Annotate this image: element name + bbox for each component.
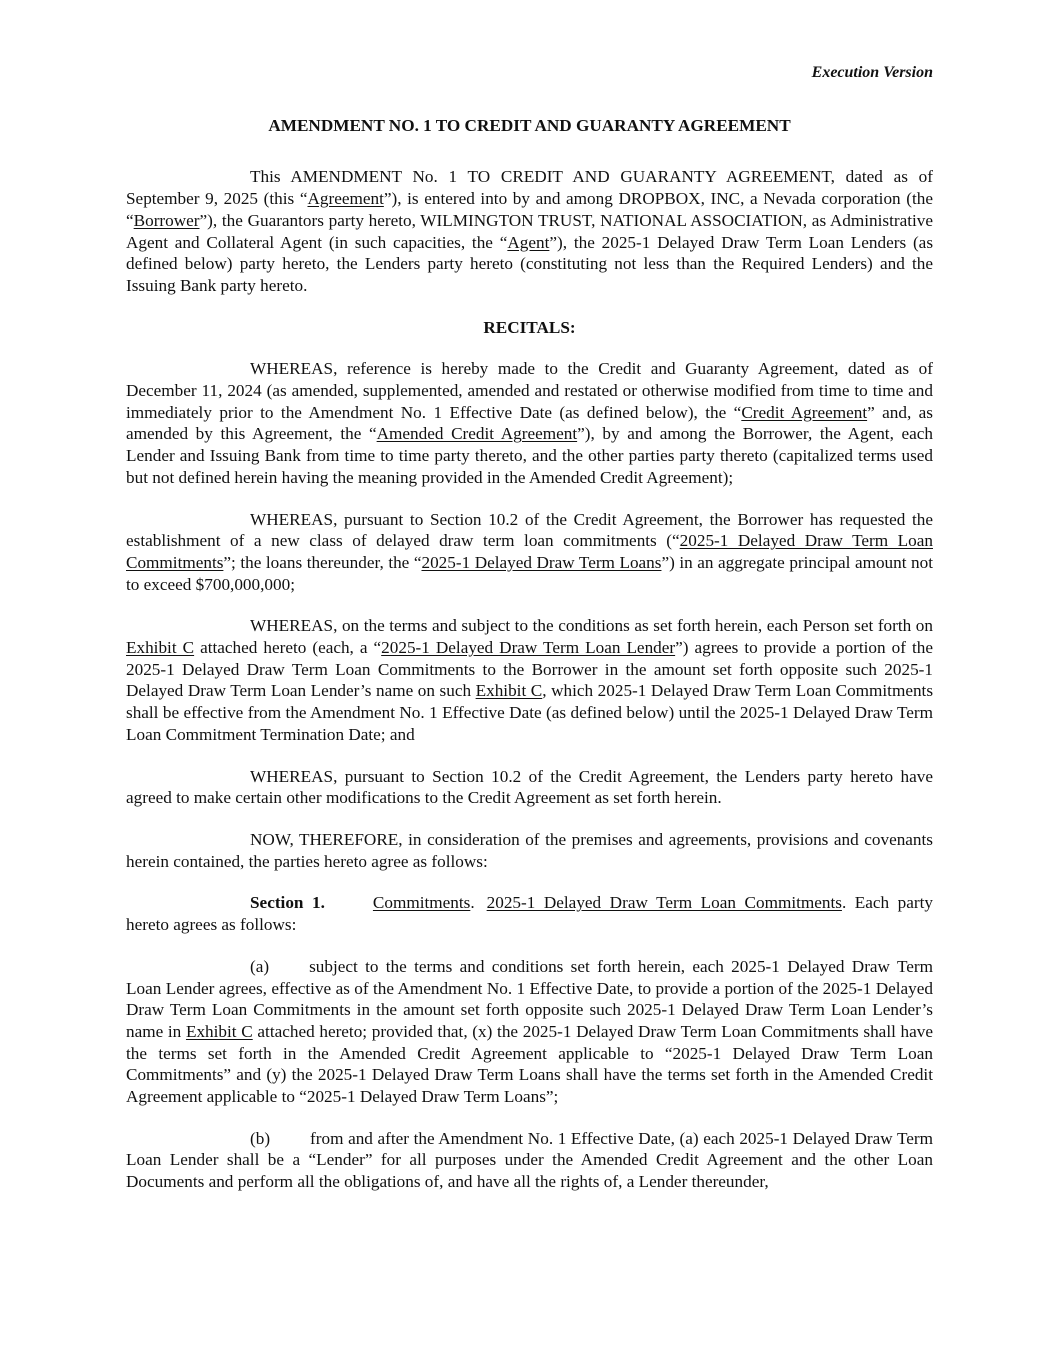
intro-paragraph: This AMENDMENT No. 1 TO CREDIT AND GUARANTY AGREEMENT, dated as of September 9, 2025 (this “Agreement”), is entered into by and among DROPBOX, INC, a Nevada corporation (the “Borrower”), the Guarantors party hereto, WILMINGTON TRUST, NATIONAL ASSOCIATION, as Administrative Agent and Collateral Agent (in such capacities, the “Agent”), the 2025-1 Delayed Draw Term Loan Lenders (as defined below) party hereto, the Lenders party hereto (constituting not less than the Required Lenders) and the Issuing Bank party hereto. — [126, 167, 934, 295]
clause-b-paragraph: (b) from and after the Amendment No. 1 Effective Date, (a) each 2025-1 Delayed Draw Term Loan Lender shall be a “Lender” for all purposes under the Amended Credit Agreement and the other Loan Documents and perform all the obligations of, and have all the rights of, a Lender thereunder, — [126, 1128, 933, 1192]
recitals-heading: RECITALS: — [483, 317, 576, 337]
clause-b-label: (b) — [250, 1128, 271, 1148]
whereas-paragraph-2: WHEREAS, pursuant to Section 10.2 of the Credit Agreement, the Borrower has requested the establishment of a new class of delayed draw term loan commitments (“2025-1 Delayed Draw Term Loan Commitments”; the loans thereunder, the “2025-1 Delayed Draw Term Loans”) in an aggregate principal amount not to exceed $700,000,000; — [126, 509, 934, 594]
exhibit-c-reference: Exhibit C — [126, 638, 195, 658]
exhibit-c-reference: Exhibit C — [185, 1021, 253, 1041]
execution-version-label: Execution Version — [811, 64, 933, 81]
now-therefore-paragraph: NOW, THEREFORE, in consideration of the premises and agreements, provisions and covenants herein contained, the parties hereto agree as follows: — [126, 829, 933, 871]
defined-term-loans: 2025-1 Delayed Draw Term Loans — [421, 552, 662, 572]
clause-a-paragraph: (a) subject to the terms and conditions set forth herein, each 2025-1 Delayed Draw Term Loan Lender agrees, effective as of the Amendment No. 1 Effective Date, to provide a portion of the 2025-1 Delayed Draw Term Loan Commitments in the amount set forth opposite such 2025-1 Delayed Draw Term Loan Lender’s name in Exhibit C attached hereto; provided that, (x) the 2025-1 Delayed Draw Term Loan Commitments shall have the terms set forth in the Amended Credit Agreement applicable to “2025-1 Delayed Draw Term Loan Commitments” and (y) the 2025-1 Delayed Draw Term Loans shall have the terms set forth in the Amended Credit Agreement applicable to “2025-1 Delayed Draw Term Loans”; — [126, 956, 933, 1107]
document-title: AMENDMENT NO. 1 TO CREDIT AND GUARANTY AGREEMENT — [268, 115, 791, 135]
defined-term-agent: Agent — [507, 232, 550, 252]
exhibit-c-reference: Exhibit C — [475, 681, 543, 701]
section-heading-commitments: Commitments — [372, 893, 471, 913]
defined-term-agreement: Agreement — [307, 189, 384, 209]
defined-term-amended-credit-agreement: Amended Credit Agreement — [376, 424, 578, 444]
defined-term-credit-agreement: Credit Agreement — [741, 402, 868, 422]
defined-term-borrower: Borrower — [133, 210, 200, 230]
document-page — [126, 62, 933, 1193]
section-subheading: 2025-1 Delayed Draw Term Loan Commitments — [486, 893, 842, 913]
clause-a-label: (a) — [250, 956, 270, 976]
defined-term-commitments: 2025-1 Delayed Draw Term Loan Commitments — [126, 531, 933, 572]
whereas-paragraph-4: WHEREAS, pursuant to Section 10.2 of the Credit Agreement, the Lenders party hereto have agreed to make certain other modifications to the Credit Agreement as set forth herein. — [126, 766, 933, 808]
section-number: Section 1. — [250, 893, 325, 913]
whereas-paragraph-3: WHEREAS, on the terms and subject to the conditions as set forth herein, each Person set forth on Exhibit C attached hereto (each, a “2025-1 Delayed Draw Term Loan Lender”) agrees to provide a portion of the 2025-1 Delayed Draw Term Loan Commitments to the Borrower in the amount set forth opposite such 2025-1 Delayed Draw Term Loan Lender’s name on such Exhibit C, which 2025-1 Delayed Draw Term Loan Commitments shall be effective from the Amendment No. 1 Effective Date (as defined below) until the 2025-1 Delayed Draw Term Loan Commitment Termination Date; and — [126, 616, 934, 744]
section-1-paragraph: Section 1. Commitments. 2025-1 Delayed Draw Term Loan Commitments. Each party hereto agrees as follows: — [126, 893, 934, 935]
defined-term-lender: 2025-1 Delayed Draw Term Loan Lender — [381, 638, 676, 658]
whereas-paragraph-1: WHEREAS, reference is hereby made to the Credit and Guaranty Agreement, dated as of December 11, 2024 (as amended, supplemented, amended and restated or otherwise modified from time to time and immediately prior to the Amendment No. 1 Effective Date (as defined below), the “Credit Agreement” and, as amended by this Agreement, the “Amended Credit Agreement”), by and among the Borrower, the Agent, each Lender and Issuing Bank from time to time party thereto, and the other parties party thereto (capitalized terms used but not defined herein having the meaning provided in the Amended Credit Agreement); — [126, 359, 934, 487]
